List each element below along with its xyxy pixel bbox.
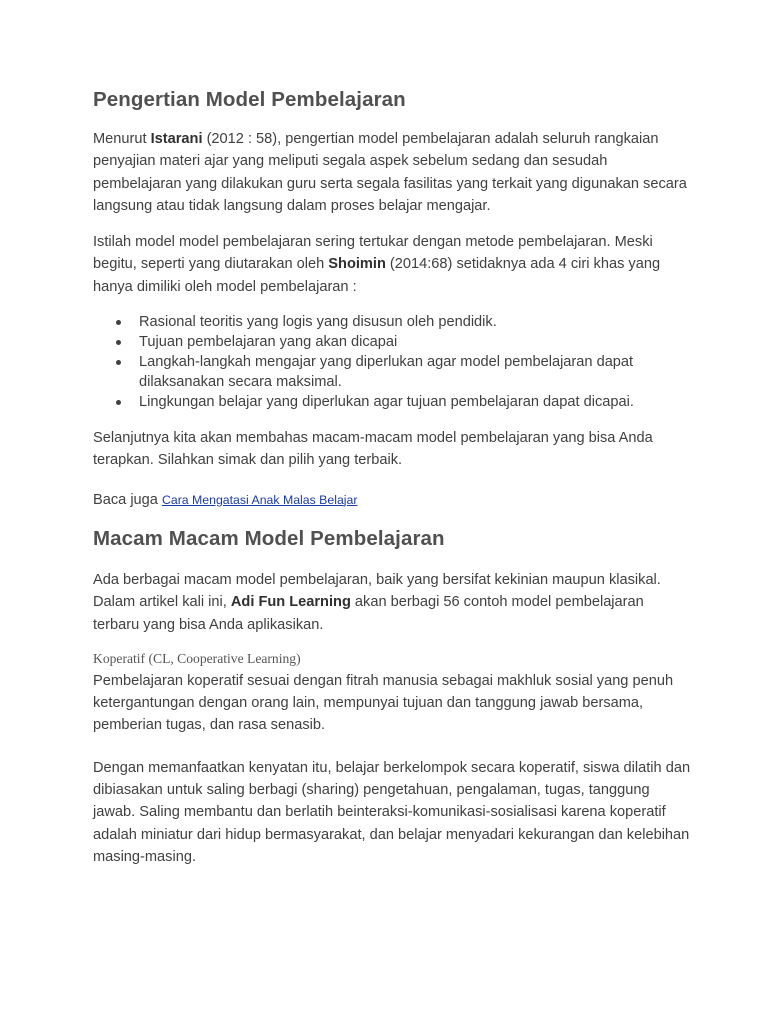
- heading-macam: Macam Macam Model Pembelajaran: [93, 526, 445, 550]
- list-item: Tujuan pembelajaran yang akan dicapai: [139, 332, 693, 352]
- list-item: Lingkungan belajar yang diperlukan agar tujuan pembelajaran dapat dicapai.: [139, 392, 693, 412]
- istilah-rest: (2014:68) setidaknya ada 4 ciri khas yang hanya dimiliki oleh model pembelajaran :: [93, 256, 661, 295]
- intro-rest: (2012 : 58), pengertian model pembelajaran adalah seluruh rangkaian penyajian materi ajar yang meliputi segala aspek sebelum sedang dan sesudah pembelajaran yang dilakukan guru serta segala fasilitas yang terkait yang digunakan secara langsung atau tidak langsung dalam proses belajar mengajar.: [93, 131, 687, 214]
- paragraph-koperatif: Pembelajaran koperatif sesuai dengan fitrah manusia sebagai makhluk sosial yang penuh ketergantungan dengan orang lain, mempunyai tujuan dan tanggung jawab bersama, pemberian tugas, dan rasa senasib.: [93, 672, 674, 734]
- baca-juga-label: Baca juga: [93, 491, 162, 508]
- ciri-khas-list: [93, 312, 693, 412]
- paragraph-ada: [93, 569, 693, 636]
- heading-pengertian: Pengertian Model Pembelajaran: [93, 88, 406, 111]
- paragraph-dengan: Dengan memanfaatkan kenyatan itu, belajar berkelompok secara koperatif, siswa dilatih dan dibiasakan untuk saling berbagi (sharing) pengetahuan, pengalaman, tugas, tanggung jawab. Saling membantu dan berlatih beinteraksi-komunikasi-sosialisasi karena koperatif adalah miniatur dari hidup bermasyarakat, dan belajar menyadari kekurangan dan kelebihan masing-masing.: [93, 759, 691, 865]
- paragraph-istilah: [93, 231, 693, 298]
- paragraph-selanjutnya: Selanjutnya kita akan membahas macam-macam model pembelajaran yang bisa Anda terapkan. Silahkan simak dan pilih yang terbaik.: [93, 430, 653, 469]
- ada-prefix: Ada berbagai macam model pembelajaran, baik yang bersifat kekinian maupun klasikal. Dalam artikel kali ini,: [93, 571, 661, 611]
- ada-rest: akan berbagi 56 contoh model pembelajaran terbaru yang bisa Anda aplikasikan.: [93, 594, 644, 633]
- paragraph-baca-juga: [93, 489, 693, 511]
- list-item: Langkah-langkah mengajar yang diperlukan agar model pembelajaran dapat dilaksanakan secara maksimal.: [139, 352, 693, 392]
- subheading-koperatif: Koperatif (CL, Cooperative Learning): [93, 650, 301, 666]
- document-page: [93, 84, 693, 868]
- paragraph-intro: [93, 128, 693, 217]
- list-item: Rasional teoritis yang logis yang disusun oleh pendidik.: [139, 312, 693, 332]
- author-shoimin: Shoimin: [328, 256, 386, 273]
- istilah-prefix: Istilah model model pembelajaran sering tertukar dengan metode pembelajaran. Meski begitu, seperti yang diutarakan oleh: [93, 234, 653, 273]
- baca-juga-link[interactable]: Cara Mengatasi Anak Malas Belajar: [161, 492, 358, 507]
- author-istarani: Istarani: [150, 131, 203, 147]
- adi-fun-learning: Adi Fun Learning: [230, 594, 351, 611]
- intro-prefix: Menurut: [93, 131, 151, 147]
